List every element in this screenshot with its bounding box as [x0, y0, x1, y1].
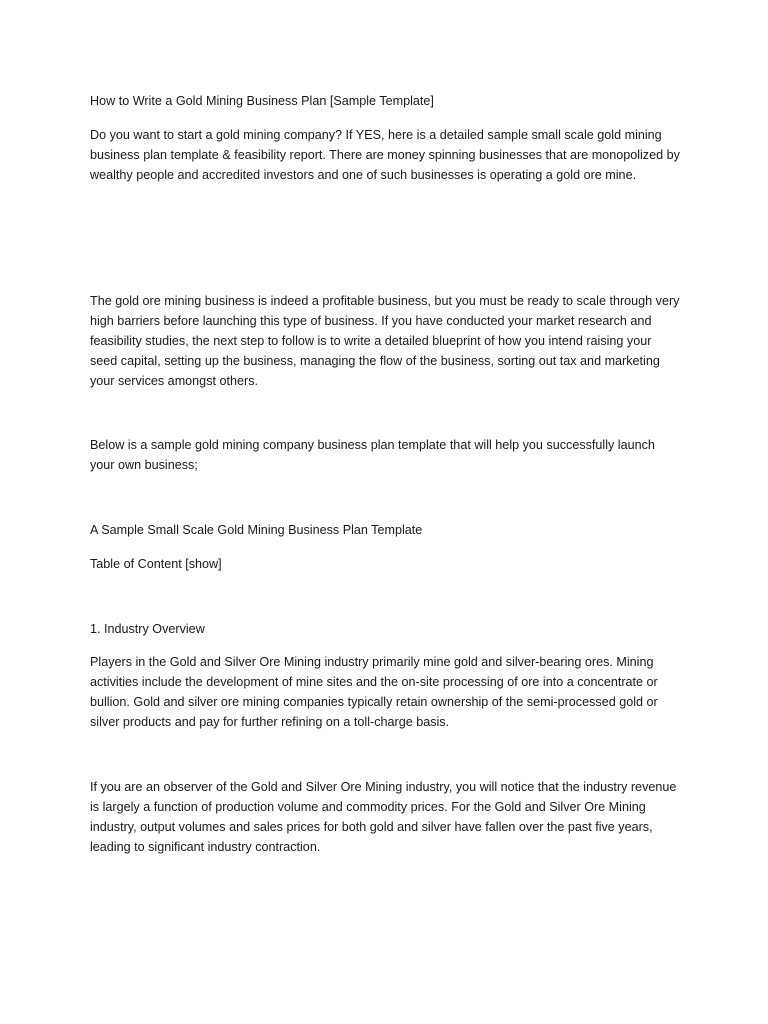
section-paragraph: If you are an observer of the Gold and Silver Ore Mining industry, you will notice that the industry revenue is largely a function of production volume and commodity prices. For the Gold and Silver Ore Mining industry, output volumes and sales prices for both gold and silver have fallen over the past five years, leading to significant industry contraction. — [90, 780, 677, 854]
document-title: How to Write a Gold Mining Business Plan [Sample Template] — [90, 94, 434, 108]
body-paragraph: The gold ore mining business is indeed a profitable business, but you must be ready to scale through very high barriers before launching this type of business. If you have conducted your market research and feasibility studies, the next step to follow is to write a detailed blueprint of how you intend raising your seed capital, setting up the business, managing the flow of the business, sorting out tax and marketing your services amongst others. — [90, 294, 680, 388]
body-paragraph: Below is a sample gold mining company business plan template that will help you successfully launch your own business; — [90, 438, 655, 472]
table-of-content-toggle[interactable]: Table of Content [show] — [90, 557, 222, 571]
section-heading: 1. Industry Overview — [90, 622, 205, 636]
intro-paragraph: Do you want to start a gold mining company? If YES, here is a detailed sample small scale gold mining business plan template & feasibility report. There are money spinning businesses that are monopolized by wealthy people and accredited investors and one of such businesses is operating a gold ore mine. — [90, 128, 680, 182]
document-body — [90, 91, 680, 857]
plan-heading: A Sample Small Scale Gold Mining Business Plan Template — [90, 523, 423, 537]
section-paragraph: Players in the Gold and Silver Ore Mining industry primarily mine gold and silver-bearing ores. Mining activities include the development of mine sites and the on-site processing of ore into a concentrate or bullion. Gold and silver ore mining companies typically retain ownership of the semi-processed gold or silver products and pay for further refining on a toll-charge basis. — [90, 655, 658, 729]
